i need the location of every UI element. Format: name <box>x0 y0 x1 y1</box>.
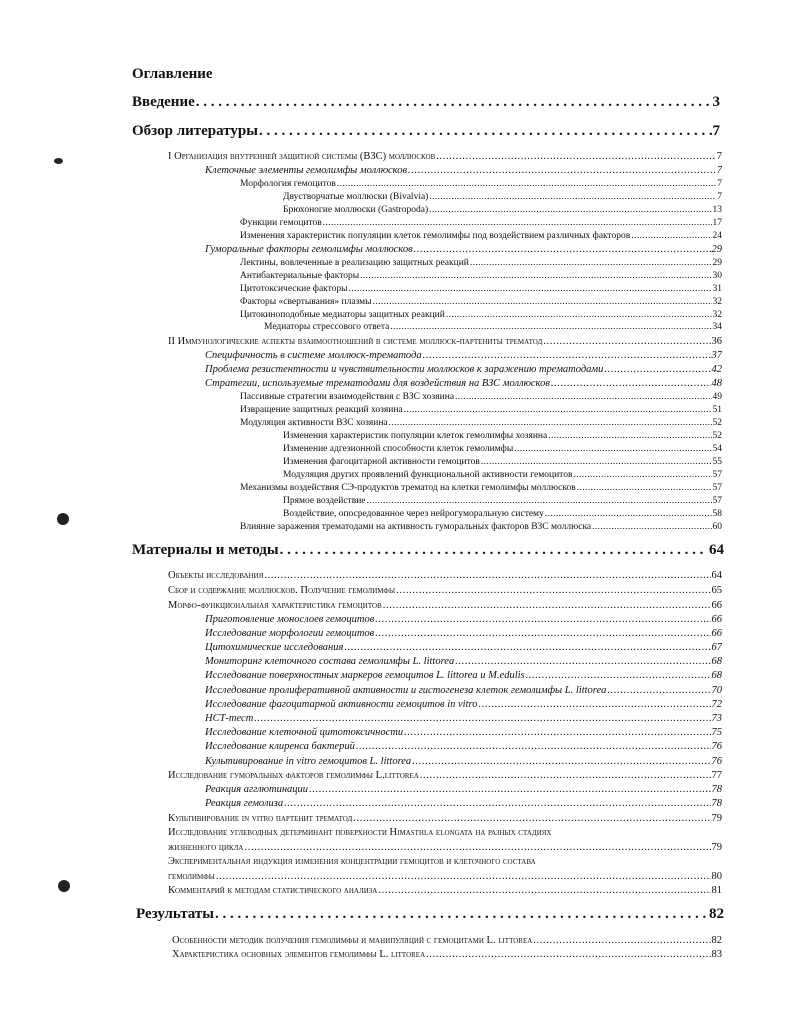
toc-entry-level2: Специфичность в системе моллюск-трематода . . . 37 <box>205 350 722 362</box>
toc-entry-level3: Цитотоксические факторы . . . 31 <box>240 284 722 294</box>
toc-entry-level3: Лектины, вовлеченные в реализацию защитных реакций . . . 29 <box>240 258 722 268</box>
toc-entry-level3: Антибактериальные факторы . . . 30 <box>240 271 722 281</box>
toc-entry-level4: Модуляция других проявлений функциональной активности гемоцитов . . . 57 <box>283 470 722 480</box>
toc-entry-level3: Извращение защитных реакций хозяина . . . 51 <box>240 405 722 415</box>
toc-entry-level1: Культивирование in vitro партенит трематод . . . 79 <box>168 813 722 825</box>
toc-entry-level4: Прямое воздействие . . . 57 <box>283 496 722 506</box>
toc-entry-level1: Исследование гуморальных факторов гемолимфы L.littorea . . . 77 <box>168 770 722 782</box>
toc-entry-level0: Результаты . . . 82 <box>136 906 724 923</box>
toc-entry-level3: Цитокиноподобные медиаторы защитных реакций . . . 32 <box>240 310 722 320</box>
toc-title: Оглавление <box>132 66 213 82</box>
toc-entry-level2: Культивирование in vitro гемоцитов L. littorea . . . 76 <box>205 756 722 768</box>
toc-entry-level2: Исследование морфологии гемоцитов . . . 66 <box>205 628 722 640</box>
toc-entry-level1: Экспериментальная индукция изменения концентрации гемоцитов и клеточного состава <box>168 856 536 867</box>
toc-entry-level3: Пассивные стратегии взаимодействия с ВЗС хозяина . . . 49 <box>240 392 722 402</box>
toc-entry-level2: Приготовление монослоев гемоцитов . . . 66 <box>205 614 722 626</box>
toc-entry-level0: Обзор литературы . . . 7 <box>132 123 720 140</box>
toc-entry-level0: Введение . . . 3 <box>132 94 720 111</box>
toc-entry-level1: Комментарий к методам статистического анализа . . . 81 <box>168 885 722 897</box>
punch-hole-mark <box>58 880 70 892</box>
toc-entry-level2: Исследование поверхностных маркеров гемоцитов L. littorea и M.edulis . . . 68 <box>205 670 722 682</box>
toc-entry-level1: II Иммунологические аспекты взаимоотношений в системе моллюск-партениты трематод . . . 36 <box>168 336 722 348</box>
toc-entry-level3: Морфология гемоцитов . . . 7 <box>240 179 722 189</box>
toc-entry-level3: Модуляция активности ВЗС хозяина . . . 52 <box>240 418 722 428</box>
toc-entry-level3: Медиаторы стрессового ответа . . . 34 <box>264 322 722 332</box>
toc-entry-level3: Изменения характеристик популяции клеток гемолимфы под воздействием различных факторов . . . 24 <box>240 231 722 241</box>
toc-entry-level2: Стратегии, используемые трематодами для воздействия на ВЗС моллюсков . . . 48 <box>205 378 722 390</box>
toc-entry-level4: Изменения фагоцитарной активности гемоцитов . . . 55 <box>283 457 722 467</box>
punch-hole-mark <box>57 513 69 525</box>
toc-entry-level3: Влияние заражения трематодами на активность гуморальных факторов ВЗС моллюска . . . 60 <box>240 522 722 532</box>
toc-entry-level2: Реакция агглютинации . . . 78 <box>205 784 722 796</box>
toc-entry-level2: НСТ-тест . . . 73 <box>205 713 722 725</box>
toc-entry-level3: Факторы «свертывания» плазмы . . . 32 <box>240 297 722 307</box>
toc-entry-level2: Гуморальные факторы гемолимфы моллюсков . . . 29 <box>205 244 722 256</box>
toc-entry-level4: Воздействие, опосредованное через нейрогуморальную систему . . . 58 <box>283 509 722 519</box>
toc-entry-level1: гемолимфы . . . 80 <box>168 871 722 883</box>
toc-entry-level2: Исследование фагоцитарной активности гемоцитов in vitro . . . 72 <box>205 699 722 711</box>
toc-entry-level2: Исследование пролиферативной активности и гистогенеза клеток гемолимфы L. littorea . . . 70 <box>205 685 722 697</box>
toc-entry-level1: Морфо-функциональная характеристика гемоцитов . . . 66 <box>168 600 722 612</box>
toc-entry-level1: Сбор и содержание моллюсков. Получение гемолимфы . . . 65 <box>168 585 722 597</box>
toc-entry-level2: Цитохимические исследования . . . 67 <box>205 642 722 654</box>
toc-entry-level1: Объекты исследования . . . 64 <box>168 570 722 582</box>
toc-entry-level0: Материалы и методы . . . 64 <box>132 542 724 559</box>
toc-entry-level3: Функции гемоцитов . . . 17 <box>240 218 722 228</box>
toc-entry-level1: I Организация внутренней защитной системы (ВЗС) моллюсков . . . 7 <box>168 151 722 163</box>
toc-entry-level4: Двустворчатые моллюски (Bivalvia) . . . 7 <box>283 192 722 202</box>
toc-entry-level2: Реакция гемолиза . . . 78 <box>205 798 722 810</box>
punch-hole-mark <box>54 158 63 164</box>
toc-entry-level1: Исследование углеводных детерминант поверхности Himasthla elongata на разных стадиях <box>168 827 552 838</box>
toc-entry-level2: Проблема резистентности и чувствительности моллюсков к заражению трематодами . . . 42 <box>205 364 722 376</box>
toc-entry-level2: Исследование клиренса бактерий . . . 76 <box>205 741 722 753</box>
toc-entry-level2: Клеточные элементы гемолимфы моллюсков . . . 7 <box>205 165 722 177</box>
toc-entry-level4: Изменение адгезионной способности клеток гемолимфы . . . 54 <box>283 444 722 454</box>
toc-entry-level1: Характеристика основных элементов гемолимфы L. littorea . . . 83 <box>172 949 722 961</box>
toc-entry-level4: Брюхоногие моллюски (Gastropoda) . . . 13 <box>283 205 722 215</box>
toc-entry-level2: Мониторинг клеточного состава гемолимфы L. littorea . . . 68 <box>205 656 722 668</box>
toc-entry-level4: Изменения характеристик популяции клеток гемолимфы хозяина . . . 52 <box>283 431 722 441</box>
toc-entry-level1: жизненного цикла . . . 79 <box>168 842 722 854</box>
toc-entry-level3: Механизмы воздействия СЭ-продуктов трематод на клетки гемолимфы моллюсков . . . 57 <box>240 483 722 493</box>
toc-entry-level1: Особенности методик получения гемолимфы и манипуляций с гемоцитами L. littorea . . . 82 <box>172 935 722 947</box>
toc-entry-level2: Исследование клеточной цитотоксичности . . . 75 <box>205 727 722 739</box>
